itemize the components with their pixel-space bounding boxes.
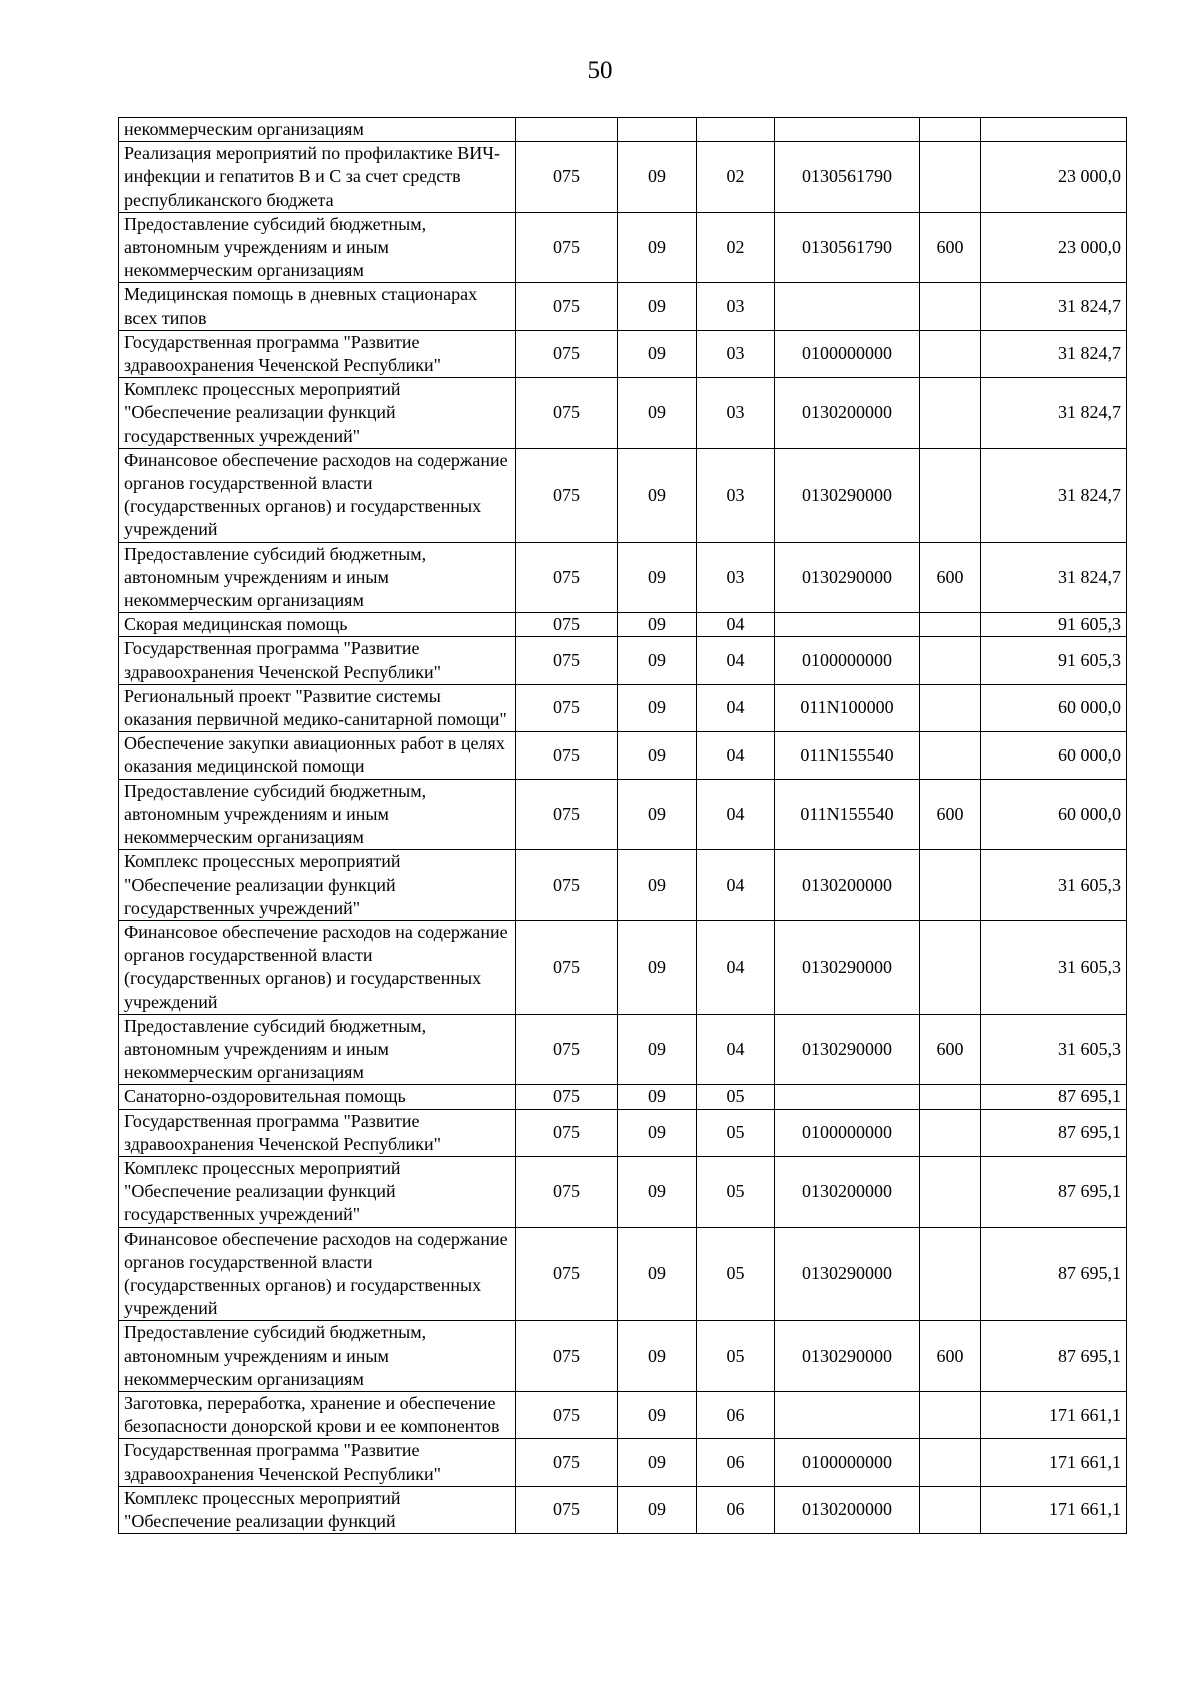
table-row [119,212,1127,283]
budget-table [118,117,1127,1534]
department-code-cell: 075 [516,779,618,850]
section-code-cell: 09 [618,1439,697,1486]
table-row [119,1109,1127,1156]
table-row [119,1321,1127,1392]
expense-type-code-cell [920,378,981,449]
section-code-cell: 09 [618,330,697,377]
section-code-cell: 09 [618,283,697,330]
expense-name-cell: Реализация мероприятий по профилактике ВИЧ-инфекции и гепатитов В и С за счет средств республиканского бюджета [119,142,516,213]
target-article-code-cell: 0130200000 [775,850,920,921]
expense-name-cell: Санаторно-оздоровительная помощь [119,1085,516,1109]
subsection-code-cell: 04 [697,613,775,637]
amount-cell: 87 695,1 [981,1085,1127,1109]
target-article-code-cell: 011N155540 [775,732,920,779]
subsection-code-cell: 03 [697,378,775,449]
expense-type-code-cell [920,283,981,330]
expense-name-cell: Государственная программа "Развитие здравоохранения Чеченской Республики" [119,330,516,377]
expense-type-code-cell [920,732,981,779]
expense-name-cell: Комплекс процессных мероприятий "Обеспечение реализации функций [119,1486,516,1533]
section-code-cell: 09 [618,1085,697,1109]
department-code-cell: 075 [516,850,618,921]
subsection-code-cell: 06 [697,1486,775,1533]
expense-type-code-cell [920,142,981,213]
section-code-cell: 09 [618,779,697,850]
subsection-code-cell: 04 [697,1014,775,1085]
department-code-cell: 075 [516,637,618,684]
expense-name-cell: Предоставление субсидий бюджетным, автономным учреждениям и иным некоммерческим организациям [119,779,516,850]
amount-cell: 87 695,1 [981,1227,1127,1321]
target-article-code-cell: 0100000000 [775,330,920,377]
expense-type-code-cell [920,1085,981,1109]
expense-type-code-cell [920,1227,981,1321]
amount-cell [981,118,1127,142]
section-code-cell: 09 [618,850,697,921]
table-row [119,330,1127,377]
target-article-code-cell: 0100000000 [775,1439,920,1486]
amount-cell: 31 605,3 [981,850,1127,921]
department-code-cell: 075 [516,1486,618,1533]
amount-cell: 23 000,0 [981,212,1127,283]
page-number: 50 [587,57,613,84]
expense-type-code-cell: 600 [920,542,981,613]
table-row [119,637,1127,684]
expense-type-code-cell [920,613,981,637]
amount-cell: 31 605,3 [981,920,1127,1014]
expense-name-cell: Комплекс процессных мероприятий "Обеспечение реализации функций государственных учреждений" [119,850,516,921]
target-article-code-cell: 0130561790 [775,212,920,283]
expense-type-code-cell [920,920,981,1014]
target-article-code-cell: 0130290000 [775,1321,920,1392]
section-code-cell: 09 [618,1486,697,1533]
table-row [119,1227,1127,1321]
amount-cell: 91 605,3 [981,637,1127,684]
table-row [119,1085,1127,1109]
subsection-code-cell: 04 [697,732,775,779]
target-article-code-cell: 011N100000 [775,684,920,731]
expense-type-code-cell [920,118,981,142]
department-code-cell: 075 [516,920,618,1014]
subsection-code-cell: 04 [697,684,775,731]
subsection-code-cell: 03 [697,448,775,542]
table-row [119,732,1127,779]
subsection-code-cell: 05 [697,1227,775,1321]
target-article-code-cell [775,1391,920,1438]
expense-name-cell: Финансовое обеспечение расходов на содержание органов государственной власти (государственных органов) и государственных учреждений [119,448,516,542]
department-code-cell: 075 [516,1109,618,1156]
section-code-cell: 09 [618,1109,697,1156]
expense-name-cell: некоммерческим организациям [119,118,516,142]
section-code-cell: 09 [618,142,697,213]
amount-cell: 171 661,1 [981,1486,1127,1533]
table-row [119,118,1127,142]
target-article-code-cell: 0130290000 [775,920,920,1014]
expense-type-code-cell [920,1391,981,1438]
expense-name-cell: Предоставление субсидий бюджетным, автономным учреждениям и иным некоммерческим организациям [119,212,516,283]
section-code-cell: 09 [618,684,697,731]
target-article-code-cell: 0130561790 [775,142,920,213]
target-article-code-cell [775,613,920,637]
expense-name-cell: Комплекс процессных мероприятий "Обеспечение реализации функций государственных учреждений" [119,1156,516,1227]
expense-name-cell: Государственная программа "Развитие здравоохранения Чеченской Республики" [119,637,516,684]
table-row [119,1156,1127,1227]
table-row [119,779,1127,850]
expense-name-cell: Предоставление субсидий бюджетным, автономным учреждениям и иным некоммерческим организациям [119,1321,516,1392]
department-code-cell: 075 [516,613,618,637]
subsection-code-cell: 03 [697,283,775,330]
section-code-cell: 09 [618,637,697,684]
amount-cell: 31 824,7 [981,378,1127,449]
amount-cell: 31 824,7 [981,542,1127,613]
department-code-cell: 075 [516,1156,618,1227]
amount-cell: 91 605,3 [981,613,1127,637]
table-row [119,142,1127,213]
target-article-code-cell: 0130290000 [775,542,920,613]
expense-name-cell: Медицинская помощь в дневных стационарах всех типов [119,283,516,330]
expense-type-code-cell [920,1486,981,1533]
subsection-code-cell: 05 [697,1156,775,1227]
subsection-code-cell [697,118,775,142]
department-code-cell: 075 [516,142,618,213]
expense-type-code-cell [920,330,981,377]
expense-type-code-cell [920,1439,981,1486]
department-code-cell: 075 [516,283,618,330]
amount-cell: 87 695,1 [981,1321,1127,1392]
department-code-cell: 075 [516,1227,618,1321]
expense-name-cell: Государственная программа "Развитие здравоохранения Чеченской Республики" [119,1439,516,1486]
target-article-code-cell [775,118,920,142]
expense-type-code-cell: 600 [920,1321,981,1392]
table-row [119,283,1127,330]
expense-name-cell: Обеспечение закупки авиационных работ в целях оказания медицинской помощи [119,732,516,779]
expense-type-code-cell [920,448,981,542]
section-code-cell: 09 [618,613,697,637]
expense-name-cell: Финансовое обеспечение расходов на содержание органов государственной власти (государственных органов) и государственных учреждений [119,1227,516,1321]
expense-name-cell: Скорая медицинская помощь [119,613,516,637]
table-row [119,1439,1127,1486]
expense-type-code-cell [920,637,981,684]
target-article-code-cell: 0100000000 [775,637,920,684]
department-code-cell: 075 [516,378,618,449]
department-code-cell: 075 [516,330,618,377]
expense-type-code-cell: 600 [920,779,981,850]
expense-type-code-cell [920,684,981,731]
table-row [119,1486,1127,1533]
subsection-code-cell: 05 [697,1085,775,1109]
table-row [119,684,1127,731]
subsection-code-cell: 02 [697,212,775,283]
expense-name-cell: Региональный проект "Развитие системы оказания первичной медико-санитарной помощи" [119,684,516,731]
target-article-code-cell: 0100000000 [775,1109,920,1156]
subsection-code-cell: 03 [697,330,775,377]
expense-name-cell: Государственная программа "Развитие здравоохранения Чеченской Республики" [119,1109,516,1156]
expense-name-cell: Финансовое обеспечение расходов на содержание органов государственной власти (государственных органов) и государственных учреждений [119,920,516,1014]
expense-type-code-cell [920,1156,981,1227]
section-code-cell: 09 [618,1156,697,1227]
section-code-cell: 09 [618,1014,697,1085]
amount-cell: 60 000,0 [981,779,1127,850]
section-code-cell: 09 [618,448,697,542]
expense-type-code-cell [920,850,981,921]
amount-cell: 60 000,0 [981,732,1127,779]
expense-name-cell: Заготовка, переработка, хранение и обеспечение безопасности донорской крови и ее компонентов [119,1391,516,1438]
subsection-code-cell: 06 [697,1439,775,1486]
amount-cell: 60 000,0 [981,684,1127,731]
section-code-cell: 09 [618,212,697,283]
expense-name-cell: Предоставление субсидий бюджетным, автономным учреждениям и иным некоммерческим организациям [119,1014,516,1085]
expense-name-cell: Комплекс процессных мероприятий "Обеспечение реализации функций государственных учреждений" [119,378,516,449]
subsection-code-cell: 05 [697,1109,775,1156]
section-code-cell [618,118,697,142]
subsection-code-cell: 02 [697,142,775,213]
subsection-code-cell: 05 [697,1321,775,1392]
amount-cell: 171 661,1 [981,1391,1127,1438]
subsection-code-cell: 04 [697,920,775,1014]
target-article-code-cell: 011N155540 [775,779,920,850]
section-code-cell: 09 [618,920,697,1014]
amount-cell: 31 824,7 [981,283,1127,330]
amount-cell: 31 605,3 [981,1014,1127,1085]
amount-cell: 171 661,1 [981,1439,1127,1486]
table-row [119,850,1127,921]
department-code-cell: 075 [516,684,618,731]
department-code-cell: 075 [516,1321,618,1392]
target-article-code-cell [775,283,920,330]
department-code-cell: 075 [516,1085,618,1109]
department-code-cell: 075 [516,1439,618,1486]
target-article-code-cell: 0130200000 [775,378,920,449]
table-row [119,378,1127,449]
section-code-cell: 09 [618,1391,697,1438]
table-row [119,1014,1127,1085]
budget-table-body [119,118,1127,1534]
target-article-code-cell: 0130290000 [775,1227,920,1321]
department-code-cell: 075 [516,732,618,779]
subsection-code-cell: 06 [697,1391,775,1438]
target-article-code-cell: 0130290000 [775,1014,920,1085]
expense-type-code-cell [920,1109,981,1156]
table-row [119,613,1127,637]
section-code-cell: 09 [618,1227,697,1321]
section-code-cell: 09 [618,732,697,779]
target-article-code-cell: 0130200000 [775,1486,920,1533]
section-code-cell: 09 [618,378,697,449]
table-row [119,448,1127,542]
department-code-cell: 075 [516,1014,618,1085]
section-code-cell: 09 [618,1321,697,1392]
expense-type-code-cell: 600 [920,212,981,283]
department-code-cell: 075 [516,1391,618,1438]
department-code-cell [516,118,618,142]
amount-cell: 31 824,7 [981,448,1127,542]
section-code-cell: 09 [618,542,697,613]
expense-name-cell: Предоставление субсидий бюджетным, автономным учреждениям и иным некоммерческим организациям [119,542,516,613]
subsection-code-cell: 04 [697,779,775,850]
target-article-code-cell: 0130200000 [775,1156,920,1227]
table-row [119,920,1127,1014]
subsection-code-cell: 04 [697,637,775,684]
department-code-cell: 075 [516,212,618,283]
department-code-cell: 075 [516,542,618,613]
amount-cell: 87 695,1 [981,1156,1127,1227]
amount-cell: 31 824,7 [981,330,1127,377]
table-row [119,1391,1127,1438]
target-article-code-cell [775,1085,920,1109]
expense-type-code-cell: 600 [920,1014,981,1085]
amount-cell: 87 695,1 [981,1109,1127,1156]
subsection-code-cell: 03 [697,542,775,613]
table-row [119,542,1127,613]
target-article-code-cell: 0130290000 [775,448,920,542]
subsection-code-cell: 04 [697,850,775,921]
department-code-cell: 075 [516,448,618,542]
amount-cell: 23 000,0 [981,142,1127,213]
